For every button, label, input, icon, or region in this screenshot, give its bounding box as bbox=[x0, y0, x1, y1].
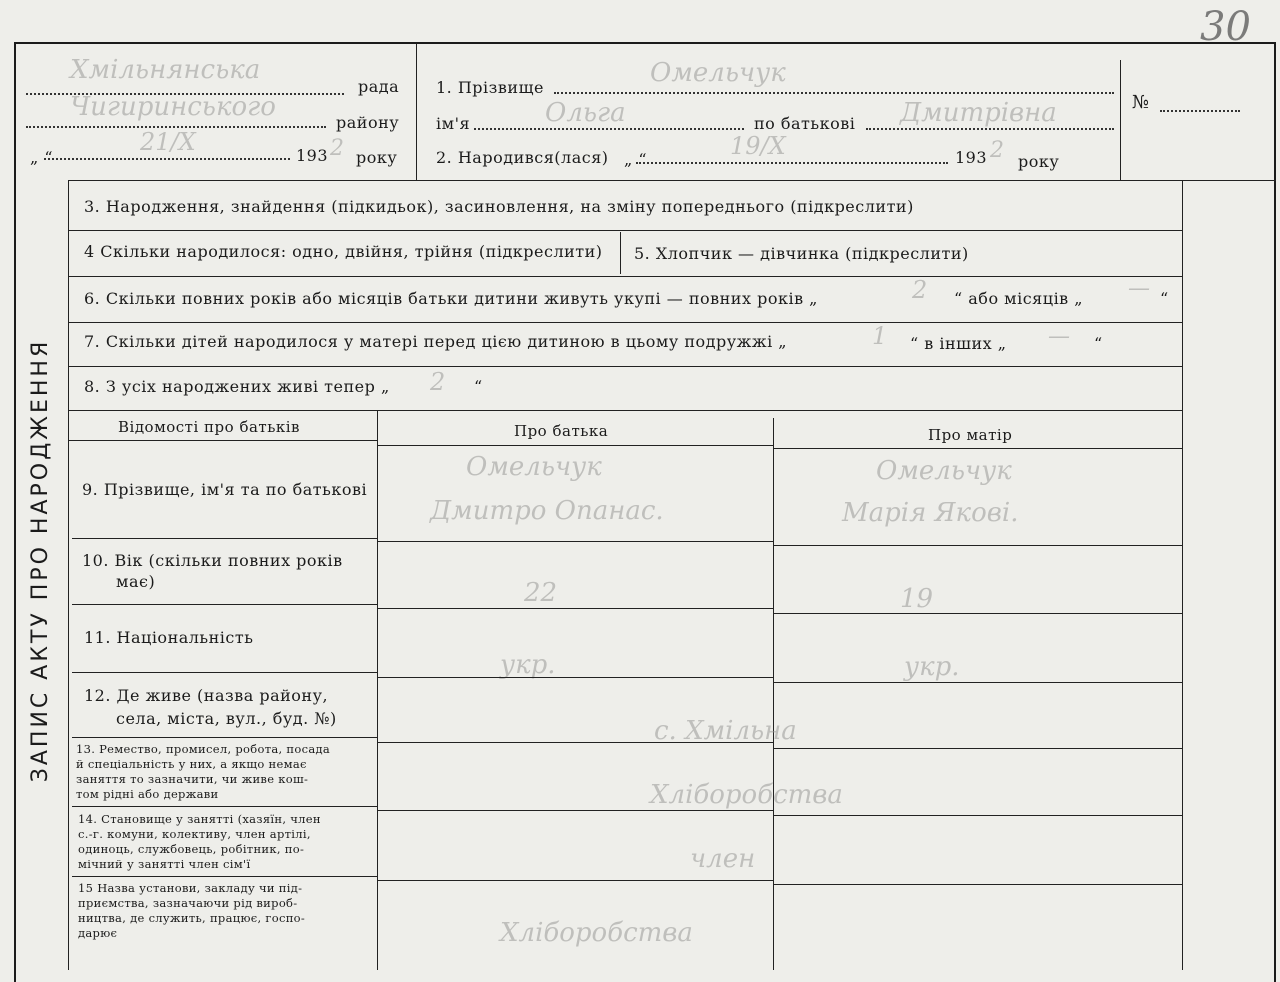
born-year-label: року bbox=[1018, 152, 1060, 171]
row13-label-1: 13. Ремество, промисел, робота, посада bbox=[76, 742, 331, 756]
row12-label-2: села, міста, вул., буд. №) bbox=[116, 709, 337, 728]
row15-label-4: дарює bbox=[78, 926, 118, 940]
row13-line-3 bbox=[773, 815, 1182, 816]
row7-here-value: 1 bbox=[872, 322, 888, 350]
name-line bbox=[474, 128, 744, 130]
header-divider-1 bbox=[416, 44, 417, 180]
row14-line-3 bbox=[773, 884, 1182, 885]
row6-line bbox=[68, 322, 1182, 323]
row10-line-2 bbox=[378, 608, 773, 609]
birth-year-value: 2 bbox=[990, 138, 1004, 163]
row11-label: 11. Національність bbox=[84, 628, 254, 647]
table-header-mother: Про матір bbox=[928, 426, 1013, 444]
father-nationality: укр. bbox=[500, 650, 556, 680]
father-name-line2: Дмитро Опанас. bbox=[430, 496, 664, 526]
row15-label-2: приємства, зазначаючи рід вироб- bbox=[78, 896, 298, 910]
row10-line-3 bbox=[773, 613, 1182, 614]
row11-line-3 bbox=[773, 682, 1182, 683]
born-label: 2. Народився(лася) bbox=[436, 148, 609, 167]
row13-line-1 bbox=[72, 806, 378, 807]
row14-label-2: с.-г. комуни, колективу, член артілі, bbox=[78, 827, 311, 841]
row8-line bbox=[68, 410, 1182, 411]
father-age: 22 bbox=[524, 578, 558, 608]
reg-year-prefix: 193 bbox=[296, 146, 329, 165]
row7-line bbox=[68, 366, 1182, 367]
father-name-line1: Омельчук bbox=[466, 452, 602, 482]
row5-text: 5. Хлопчик — дівчинка (підкреслити) bbox=[634, 244, 969, 263]
row7-mid: “ в інших „ bbox=[910, 334, 1007, 353]
reg-date-value: 21/X bbox=[140, 128, 196, 156]
occupation-value: Хліборобства bbox=[650, 780, 843, 810]
row14-label-4: мічний у занятті член сім'ї bbox=[78, 857, 251, 871]
number-label: № bbox=[1132, 92, 1150, 113]
row15-label-3: ництва, де служить, працює, госпо- bbox=[78, 911, 306, 925]
surname-value: Омельчук bbox=[650, 58, 786, 88]
mother-name-line2: Марія Якові. bbox=[842, 498, 1019, 528]
mother-age: 19 bbox=[900, 584, 934, 614]
council-value: Хмільнянська bbox=[70, 55, 261, 85]
row10-label-1: 10. Вік (скільки повних років bbox=[82, 551, 343, 570]
number-line bbox=[1160, 110, 1240, 112]
table-header-line-1 bbox=[68, 440, 378, 441]
row12-line-2 bbox=[378, 742, 773, 743]
row12-line-1 bbox=[72, 737, 378, 738]
name-label: ім'я bbox=[436, 114, 471, 133]
header-bottom-line bbox=[68, 180, 1276, 181]
workplace-value: Хліборобства bbox=[500, 918, 693, 948]
born-date-quotes: „ “ bbox=[624, 150, 648, 169]
row7-text: 7. Скільки дітей народилося у матері перед цією дитиною в цьому подружжі „ bbox=[84, 332, 788, 351]
patronymic-line bbox=[866, 128, 1114, 130]
row15-label-1: 15 Назва установи, закладу чи під- bbox=[78, 881, 303, 895]
row3-line bbox=[68, 230, 1182, 231]
row12-line-3 bbox=[773, 748, 1182, 749]
first-name-value: Ольга bbox=[545, 98, 626, 128]
row14-line-2 bbox=[378, 880, 773, 881]
row7-other-value: — bbox=[1048, 324, 1070, 349]
row6-months-value: — bbox=[1128, 276, 1150, 301]
row14-label-1: 14. Становище у занятті (хазяїн, член bbox=[78, 812, 321, 826]
status-value: член bbox=[690, 844, 756, 874]
row13-line-2 bbox=[378, 810, 773, 811]
rada-label: рада bbox=[358, 77, 400, 96]
table-divider-2 bbox=[773, 418, 774, 970]
row8-alive-value: 2 bbox=[430, 368, 446, 396]
row13-label-4: том рідні або держави bbox=[76, 787, 219, 801]
reg-year-value: 2 bbox=[330, 136, 344, 161]
row9-line-2 bbox=[378, 541, 773, 542]
mother-nationality: укр. bbox=[904, 652, 960, 682]
table-header-father: Про батька bbox=[514, 422, 609, 440]
patronymic-label: по батькові bbox=[754, 114, 856, 133]
row6-text: 6. Скільки повних років або місяців батьки дитини живуть укупі — повних років „ bbox=[84, 289, 818, 308]
row3-text: 3. Народження, знайдення (підкидьок), засиновлення, на зміну попереднього (підкреслити) bbox=[84, 197, 914, 216]
reg-date-quotes: „ “ bbox=[30, 148, 54, 167]
mother-name-line1: Омельчук bbox=[876, 456, 1012, 486]
district-value: Чигиринського bbox=[70, 92, 276, 122]
row13-label-3: заняття то зазначити, чи живе кош- bbox=[76, 772, 309, 786]
right-column-line bbox=[1182, 180, 1183, 970]
row6-mid: “ або місяців „ bbox=[954, 289, 1084, 308]
row9-line-1 bbox=[72, 538, 378, 539]
row10-label-2: має) bbox=[116, 572, 156, 591]
patronymic-value: Дмитрівна bbox=[900, 98, 1057, 128]
row12-label-1: 12. Де живе (назва району, bbox=[84, 686, 329, 705]
row4-text: 4 Скільки народилося: одно, двійня, трійня (підкреслити) bbox=[84, 242, 603, 261]
reg-year-label: року bbox=[356, 148, 398, 167]
row8-text: 8. З усіх народжених живі тепер „ bbox=[84, 377, 390, 396]
row4-line bbox=[68, 276, 1182, 277]
rayon-label: району bbox=[336, 113, 400, 132]
page-number-handwritten: 30 bbox=[1200, 4, 1251, 50]
born-year-prefix: 193 bbox=[955, 148, 988, 167]
left-frame-line bbox=[68, 180, 69, 970]
row8-end: “ bbox=[474, 377, 483, 396]
row9-line-3 bbox=[773, 545, 1182, 546]
row13-label-2: й спеціальність у них, а якщо немає bbox=[76, 757, 307, 771]
table-header-line-3 bbox=[773, 448, 1182, 449]
row14-line-1 bbox=[72, 876, 378, 877]
row14-label-3: одиноць, службовець, робітник, по- bbox=[78, 842, 305, 856]
surname-line bbox=[554, 92, 1114, 94]
table-divider-1 bbox=[377, 410, 378, 970]
row11-line-2 bbox=[378, 677, 773, 678]
row9-label: 9. Прізвище, ім'я та по батькові bbox=[82, 480, 368, 499]
table-header-line-2 bbox=[378, 445, 773, 446]
address-value: с. Хмільна bbox=[654, 716, 797, 746]
side-title-container bbox=[18, 250, 64, 870]
surname-label: 1. Прізвище bbox=[436, 78, 544, 97]
header-divider-2 bbox=[1120, 60, 1121, 180]
born-date-line bbox=[636, 162, 948, 164]
row11-line-1 bbox=[72, 672, 378, 673]
row6-years-value: 2 bbox=[912, 276, 928, 304]
reg-date-line bbox=[44, 158, 290, 160]
side-title: ЗАПИС АКТУ ПРО НАРОДЖЕННЯ bbox=[28, 338, 54, 782]
row7-end: “ bbox=[1094, 334, 1103, 353]
row6-end: “ bbox=[1160, 289, 1169, 308]
birth-date-value: 19/X bbox=[730, 132, 786, 160]
row4-divider bbox=[620, 232, 621, 274]
row10-line-1 bbox=[72, 604, 378, 605]
table-header-info: Відомості про батьків bbox=[118, 418, 301, 436]
